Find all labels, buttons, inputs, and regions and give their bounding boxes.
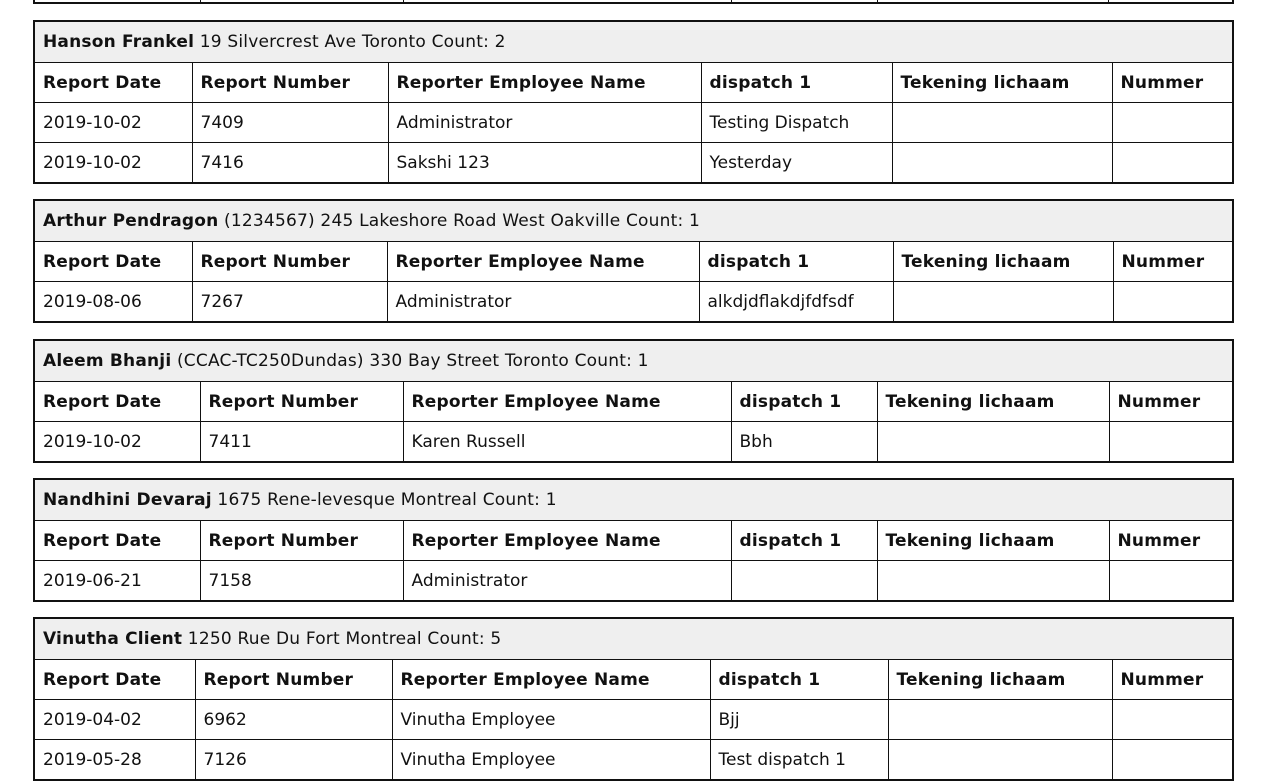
cell-tekening-lichaam <box>893 282 1113 323</box>
col-nummer: Nummer <box>1112 660 1233 700</box>
cell-reporter-name: Vinutha Employee <box>392 700 710 740</box>
cell-report-number: 7409 <box>192 103 388 143</box>
cell-nummer <box>1109 422 1233 463</box>
client-details: 19 Silvercrest Ave Toronto Count: 2 <box>194 32 506 52</box>
cell-tekening-lichaam <box>892 103 1112 143</box>
col-report-date: Report Date <box>34 63 192 103</box>
col-reporter-employee-name: Reporter Employee Name <box>403 382 731 422</box>
cell-report-number: 6962 <box>195 700 392 740</box>
cell-tekening-lichaam <box>877 561 1109 602</box>
cell-reporter-name: Administrator <box>387 282 699 323</box>
cell-reporter-name: Vinutha Employee <box>392 740 710 781</box>
col-reporter-employee-name: Reporter Employee Name <box>387 242 699 282</box>
report-table <box>33 478 1234 602</box>
cell-dispatch-1: Test dispatch 1 <box>710 740 888 781</box>
cell-report-number: 7416 <box>192 143 388 184</box>
previous-table-bottom-edge <box>33 0 1234 4</box>
client-name: Arthur Pendragon <box>43 211 219 231</box>
col-report-number: Report Number <box>192 63 388 103</box>
col-tekening-lichaam: Tekening lichaam <box>877 382 1109 422</box>
cell-report-date: 2019-10-02 <box>34 103 192 143</box>
col-report-date: Report Date <box>34 521 200 561</box>
column-header-row <box>34 521 1233 561</box>
table-row <box>34 422 1233 463</box>
report-table <box>33 339 1234 463</box>
table-row <box>34 282 1233 323</box>
cell-report-date: 2019-04-02 <box>34 700 195 740</box>
client-details: (1234567) 245 Lakeshore Road West Oakville Count: 1 <box>218 211 701 231</box>
col-nummer: Nummer <box>1109 382 1233 422</box>
cell-dispatch-1: alkdjdflakdjfdfsdf <box>699 282 893 323</box>
col-report-number: Report Number <box>192 242 387 282</box>
group-header-row <box>34 200 1233 242</box>
report-table <box>33 20 1234 184</box>
client-group-hanson-frankel <box>33 20 1234 184</box>
column-header-row <box>34 63 1233 103</box>
column-header-row <box>34 382 1233 422</box>
col-tekening-lichaam: Tekening lichaam <box>877 521 1109 561</box>
group-header-row <box>34 479 1233 521</box>
cell-reporter-name: Karen Russell <box>403 422 731 463</box>
report-table <box>33 617 1234 781</box>
col-tekening-lichaam: Tekening lichaam <box>888 660 1112 700</box>
cell-dispatch-1: Bbh <box>731 422 877 463</box>
table-row <box>34 561 1233 602</box>
client-group-arthur-pendragon <box>33 199 1234 323</box>
column-header-row <box>34 660 1233 700</box>
col-nummer: Nummer <box>1109 521 1233 561</box>
col-dispatch-1: dispatch 1 <box>710 660 888 700</box>
client-name: Hanson Frankel <box>43 32 195 52</box>
col-report-number: Report Number <box>200 521 403 561</box>
column-header-row <box>34 242 1233 282</box>
col-reporter-employee-name: Reporter Employee Name <box>403 521 731 561</box>
cell-dispatch-1 <box>731 561 877 602</box>
col-dispatch-1: dispatch 1 <box>731 382 877 422</box>
col-report-date: Report Date <box>34 382 200 422</box>
client-details: 1675 Rene-levesque Montreal Count: 1 <box>211 490 557 510</box>
cell-report-number: 7411 <box>200 422 403 463</box>
cell-nummer <box>1112 103 1233 143</box>
group-header-row <box>34 618 1233 660</box>
client-group-nandhini-devaraj <box>33 478 1234 602</box>
col-report-number: Report Number <box>195 660 392 700</box>
cell-reporter-name: Sakshi 123 <box>388 143 701 184</box>
cell-tekening-lichaam <box>892 143 1112 184</box>
cell-dispatch-1: Testing Dispatch <box>701 103 892 143</box>
cell-report-number: 7126 <box>195 740 392 781</box>
cell-report-date: 2019-06-21 <box>34 561 200 602</box>
client-name: Aleem Bhanji <box>43 351 172 371</box>
col-nummer: Nummer <box>1112 63 1233 103</box>
client-name: Nandhini Devaraj <box>43 490 212 510</box>
col-dispatch-1: dispatch 1 <box>701 63 892 103</box>
client-details: (CCAC-TC250Dundas) 330 Bay Street Toronto Count: 1 <box>171 351 649 371</box>
cell-nummer <box>1112 740 1233 781</box>
report-table <box>33 199 1234 323</box>
table-row <box>34 103 1233 143</box>
client-details: 1250 Rue Du Fort Montreal Count: 5 <box>182 629 502 649</box>
cell-reporter-name: Administrator <box>388 103 701 143</box>
cell-nummer <box>1112 700 1233 740</box>
col-tekening-lichaam: Tekening lichaam <box>892 63 1112 103</box>
cell-tekening-lichaam <box>877 422 1109 463</box>
cell-report-number: 7158 <box>200 561 403 602</box>
cell-report-date: 2019-10-02 <box>34 422 200 463</box>
col-reporter-employee-name: Reporter Employee Name <box>388 63 701 103</box>
col-nummer: Nummer <box>1113 242 1233 282</box>
client-group-vinutha-client <box>33 617 1234 781</box>
group-header-row <box>34 340 1233 382</box>
cell-report-date: 2019-08-06 <box>34 282 192 323</box>
cell-report-number: 7267 <box>192 282 387 323</box>
cell-nummer <box>1113 282 1233 323</box>
cell-tekening-lichaam <box>888 740 1112 781</box>
cell-nummer <box>1109 561 1233 602</box>
cell-tekening-lichaam <box>888 700 1112 740</box>
table-row <box>34 740 1233 781</box>
cell-reporter-name: Administrator <box>403 561 731 602</box>
cell-nummer <box>1112 143 1233 184</box>
cell-report-date: 2019-05-28 <box>34 740 195 781</box>
col-report-date: Report Date <box>34 242 192 282</box>
cell-dispatch-1: Yesterday <box>701 143 892 184</box>
group-header-row <box>34 21 1233 63</box>
col-dispatch-1: dispatch 1 <box>731 521 877 561</box>
col-dispatch-1: dispatch 1 <box>699 242 893 282</box>
table-row <box>34 700 1233 740</box>
col-reporter-employee-name: Reporter Employee Name <box>392 660 710 700</box>
client-name: Vinutha Client <box>43 629 183 649</box>
col-report-date: Report Date <box>34 660 195 700</box>
group-header <box>34 200 1233 242</box>
group-header <box>34 21 1233 63</box>
cell-report-date: 2019-10-02 <box>34 143 192 184</box>
col-tekening-lichaam: Tekening lichaam <box>893 242 1113 282</box>
table-row <box>34 143 1233 184</box>
cell-dispatch-1: Bjj <box>710 700 888 740</box>
group-header <box>34 479 1233 521</box>
client-group-aleem-bhanji <box>33 339 1234 463</box>
group-header <box>34 340 1233 382</box>
col-report-number: Report Number <box>200 382 403 422</box>
group-header <box>34 618 1233 660</box>
